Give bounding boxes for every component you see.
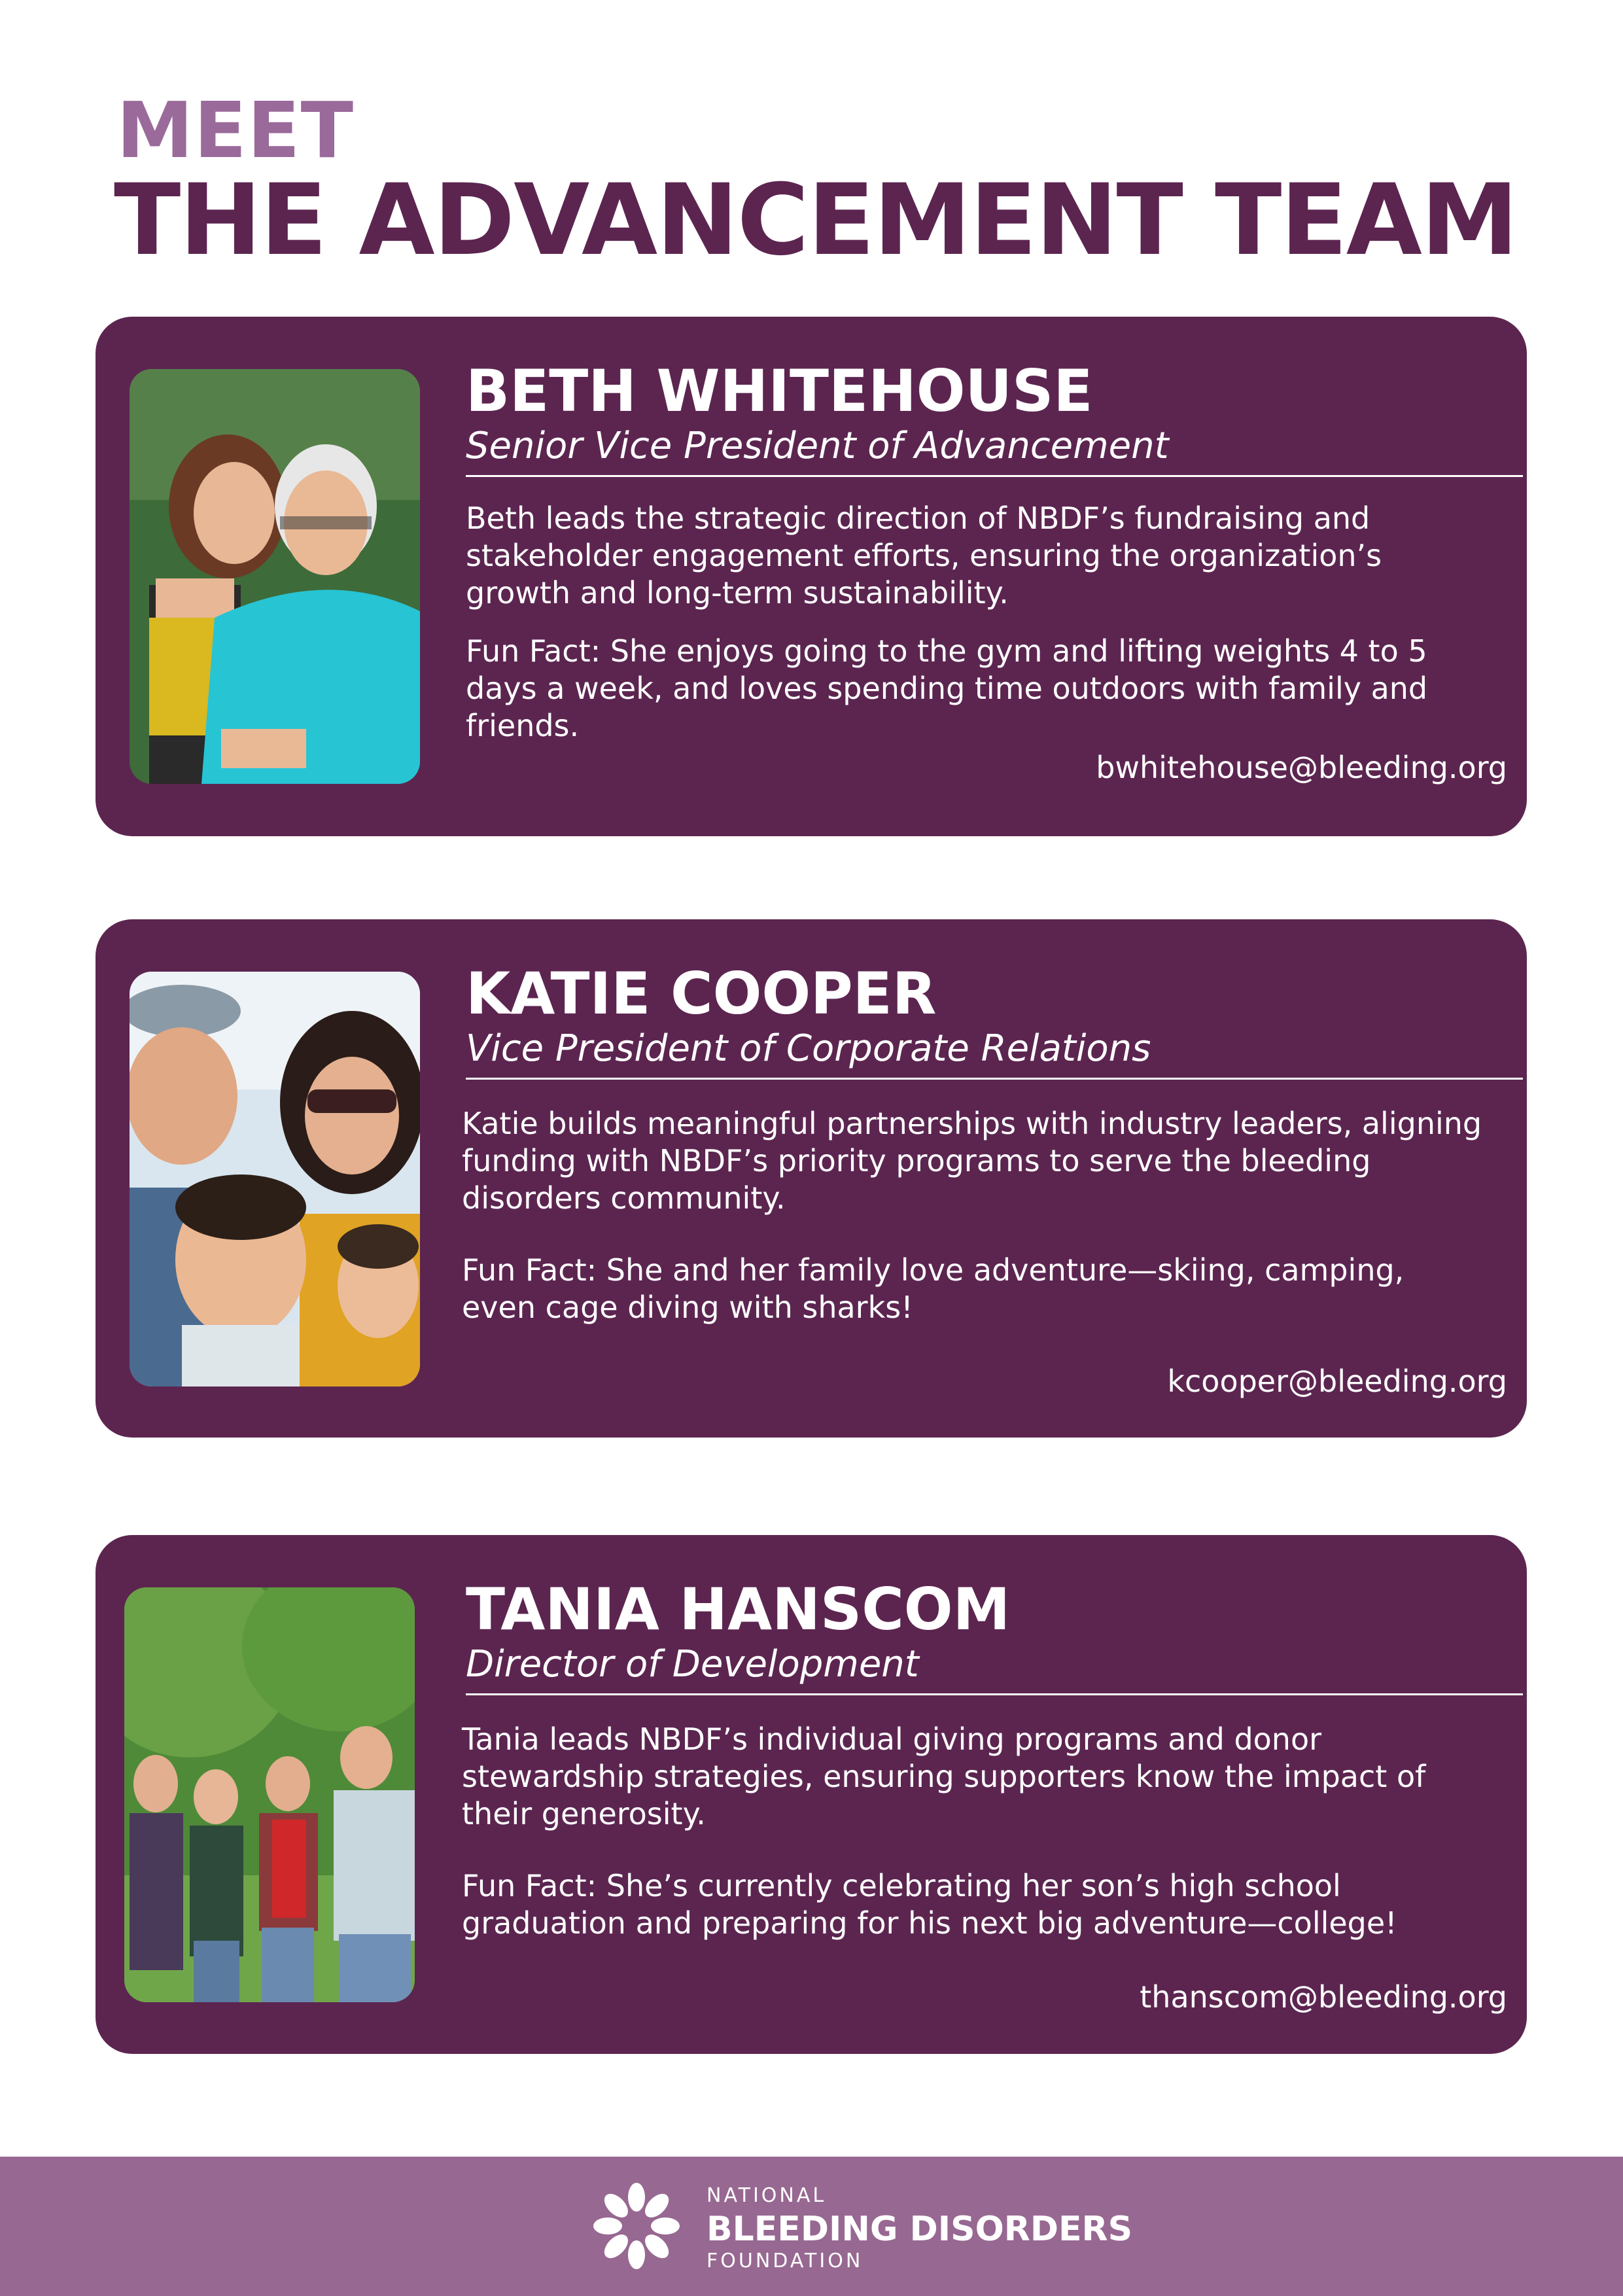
member-email[interactable]: thanscom@bleeding.org: [1140, 1979, 1507, 2015]
member-role: Senior Vice President of Advancement: [466, 425, 1169, 467]
divider: [466, 1693, 1523, 1695]
member-role: Director of Development: [466, 1643, 919, 1686]
footer: [0, 2157, 1623, 2296]
page-kicker: MEET: [116, 85, 355, 175]
nbdf-logo-icon: [591, 2180, 682, 2272]
member-fun-fact: Fun Fact: She enjoys going to the gym and lifting weights 4 to 5 days a week, and loves spending time outdoors with family and friends.: [466, 633, 1428, 743]
member-name: TANIA HANSCOM: [466, 1576, 1011, 1643]
divider: [466, 1078, 1523, 1080]
member-bio: Tania leads NBDF’s individual giving programs and donor stewardship strategies, ensuring supporters know the impact of their generosity.: [462, 1722, 1426, 1831]
logo-line-bleeding-disorders: BLEEDING DISORDERS: [707, 2210, 1133, 2249]
tania-photo: [124, 1587, 415, 2002]
member-role: Vice President of Corporate Relations: [466, 1027, 1151, 1070]
team-card-katie: [96, 919, 1527, 1438]
team-card-beth: [96, 317, 1527, 836]
team-card-tania: [96, 1535, 1527, 2054]
member-bio: Katie builds meaningful partnerships with industry leaders, aligning funding with NBDF’s priority programs to serve the bleeding disorders community.: [462, 1106, 1482, 1216]
member-fun-fact: Fun Fact: She and her family love adventure—skiing, camping, even cage diving with sharks!: [462, 1252, 1405, 1325]
member-name: KATIE COOPER: [466, 960, 937, 1027]
page-title: THE ADVANCEMENT TEAM: [114, 164, 1518, 277]
member-email[interactable]: kcooper@bleeding.org: [1167, 1364, 1507, 1399]
logo-wordmark: [707, 2186, 1132, 2271]
member-bio: Beth leads the strategic direction of NBDF’s fundraising and stakeholder engagement efforts, ensuring the organization’s growth and long-term sustainability.: [466, 501, 1382, 610]
member-email[interactable]: bwhitehouse@bleeding.org: [1096, 750, 1507, 785]
divider: [466, 475, 1523, 477]
beth-photo: [130, 369, 420, 784]
logo-line-foundation: FOUNDATION: [707, 2250, 864, 2272]
katie-photo: [130, 972, 420, 1386]
member-name: BETH WHITEHOUSE: [466, 357, 1093, 425]
logo-line-national: NATIONAL: [707, 2184, 827, 2207]
member-fun-fact: Fun Fact: She’s currently celebrating her son’s high school graduation and preparing for his next big adventure—college!: [462, 1868, 1397, 1941]
